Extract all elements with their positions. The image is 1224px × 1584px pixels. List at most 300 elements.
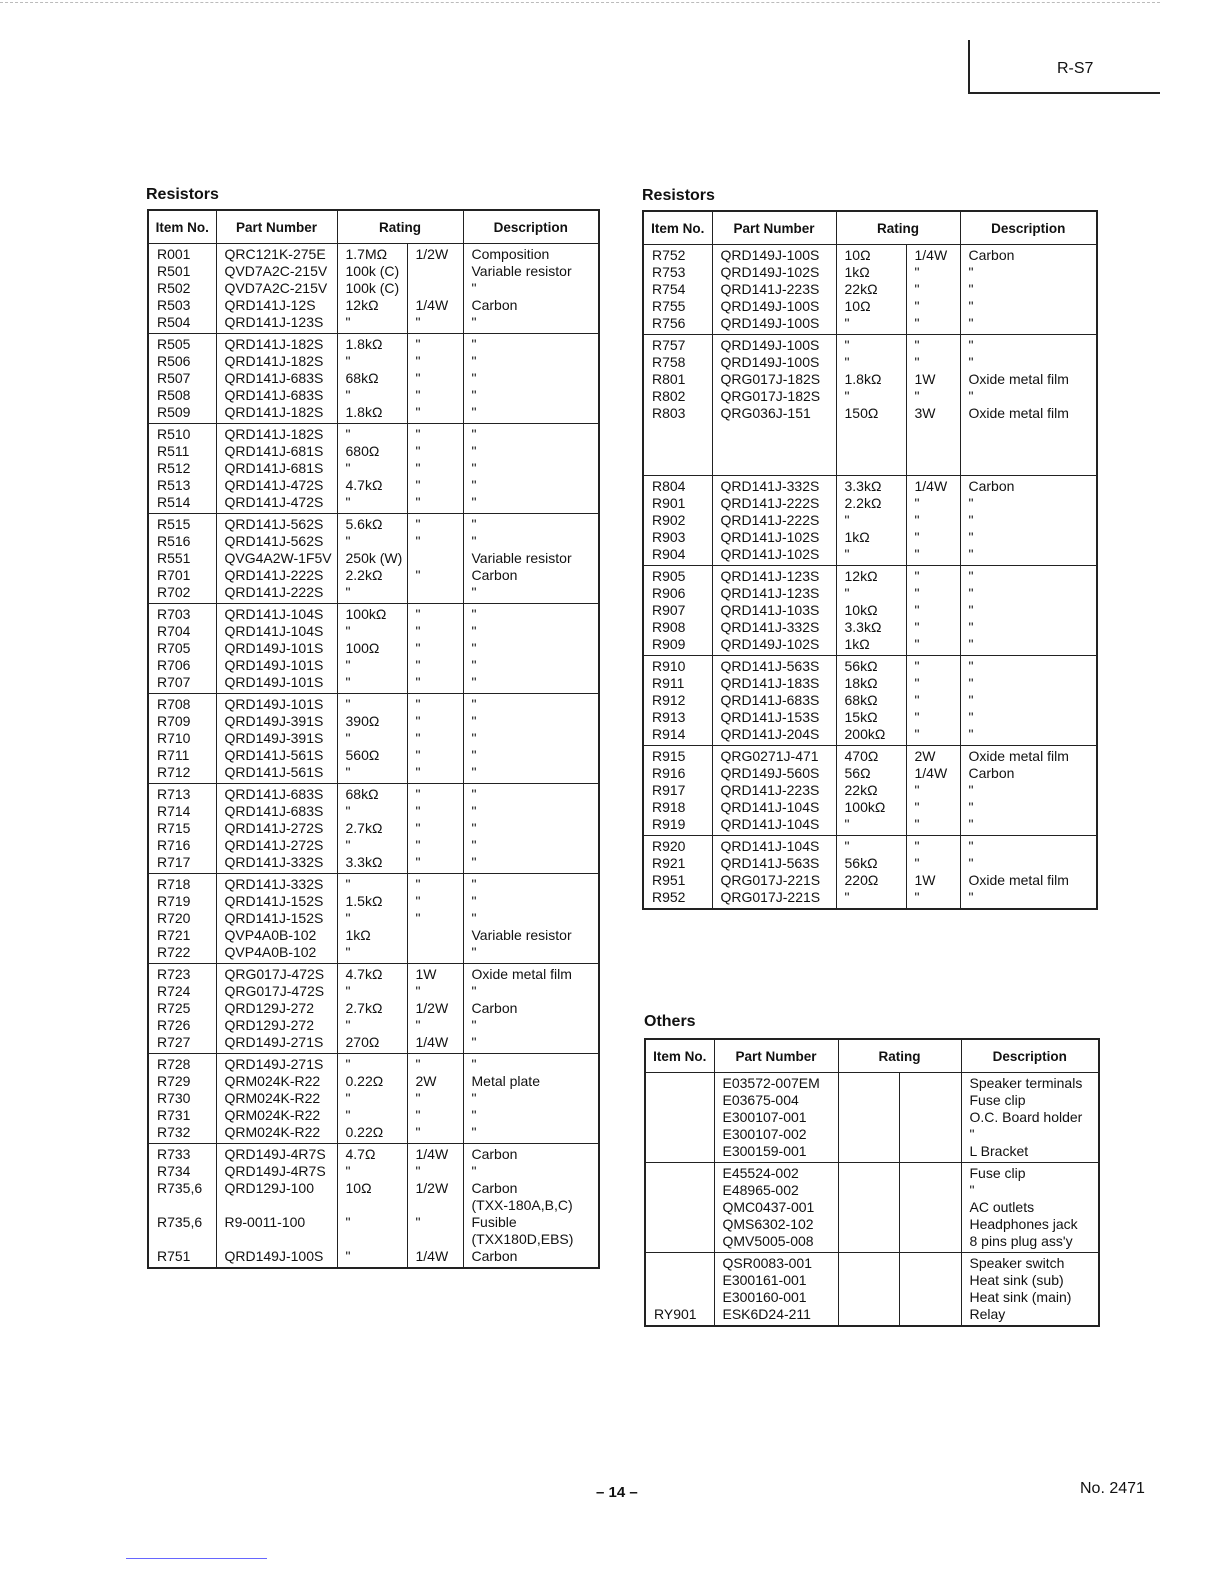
rating-value-cell bbox=[838, 1253, 899, 1327]
cell-spacer bbox=[346, 1231, 407, 1248]
cell-line: " bbox=[415, 893, 421, 909]
table-row-group bbox=[148, 1144, 599, 1269]
cell-line: QRD141J-123S bbox=[720, 568, 820, 584]
cell-line: QMC0437-001 bbox=[722, 1199, 815, 1215]
rating-watt-cell bbox=[407, 514, 463, 604]
cell-line: R001 bbox=[157, 246, 191, 262]
cell-line: R920 bbox=[652, 838, 686, 854]
cell-line bbox=[847, 1216, 899, 1233]
item-no-cell bbox=[148, 1144, 216, 1269]
part-number-cell bbox=[712, 566, 836, 656]
cell-line bbox=[721, 439, 836, 456]
cell-line bbox=[847, 1075, 899, 1092]
cell-line: " bbox=[968, 675, 974, 691]
cell-line: Relay bbox=[969, 1306, 1006, 1322]
rating-value-cell bbox=[337, 514, 407, 604]
cell-line bbox=[416, 927, 463, 944]
cell-line: QRD141J-683S bbox=[224, 370, 324, 386]
cell-line: R733 bbox=[157, 1146, 191, 1162]
cell-line bbox=[845, 439, 906, 456]
cell-line: 8 pins plug ass'y bbox=[969, 1233, 1073, 1249]
cell-line: " bbox=[968, 546, 974, 562]
rating-value-cell bbox=[337, 334, 407, 424]
cell-line: QRM024K-R22 bbox=[224, 1090, 321, 1106]
cell-line: R551 bbox=[157, 550, 191, 566]
cell-line: R757 bbox=[652, 337, 686, 353]
cell-line: " bbox=[471, 837, 477, 853]
cell-line: R732 bbox=[157, 1124, 191, 1140]
cell-line: " bbox=[471, 983, 477, 999]
rating-watt-cell bbox=[407, 1054, 463, 1144]
header-item-no: Item No. bbox=[148, 210, 216, 244]
description-cell bbox=[463, 334, 599, 424]
cell-line: " bbox=[914, 619, 920, 635]
cell-line: QRG017J-472S bbox=[224, 983, 325, 999]
cell-line: QVD7A2C-215V bbox=[224, 263, 328, 279]
cell-line: Oxide metal film bbox=[968, 872, 1069, 888]
cell-line: 10Ω bbox=[345, 1180, 372, 1196]
cell-line: 1W bbox=[914, 371, 936, 387]
cell-line: " bbox=[844, 838, 850, 854]
rating-watt-cell bbox=[899, 1253, 961, 1327]
cell-line: " bbox=[471, 820, 477, 836]
cell-line bbox=[416, 280, 463, 297]
header-rating: Rating bbox=[836, 211, 960, 245]
cell-line: QRD141J-103S bbox=[720, 602, 820, 618]
cell-line: " bbox=[345, 876, 351, 892]
cell-line: 22kΩ bbox=[844, 782, 878, 798]
cell-line bbox=[908, 1233, 961, 1250]
right-resistor-table bbox=[642, 210, 1098, 910]
cell-line: Variable resistor bbox=[471, 550, 572, 566]
cell-line: QRD149J-4R7S bbox=[224, 1163, 326, 1179]
cell-line: R715 bbox=[157, 820, 191, 836]
cell-line: R902 bbox=[652, 512, 686, 528]
cell-spacer bbox=[157, 1231, 216, 1248]
cell-line bbox=[847, 1272, 899, 1289]
cell-line: QRD141J-182S bbox=[224, 404, 324, 420]
table-header-row bbox=[643, 211, 1097, 245]
cell-line: " bbox=[914, 816, 920, 832]
cell-line: 18kΩ bbox=[844, 675, 878, 691]
rating-value-cell bbox=[836, 836, 906, 910]
cell-line: 390Ω bbox=[345, 713, 380, 729]
item-no-cell bbox=[148, 244, 216, 334]
part-number-cell bbox=[216, 964, 337, 1054]
cell-line: Fuse clip bbox=[969, 1165, 1026, 1181]
description-cell bbox=[961, 1253, 1099, 1327]
cell-line: " bbox=[415, 443, 421, 459]
cell-line: R705 bbox=[157, 640, 191, 656]
cell-line: R708 bbox=[157, 696, 191, 712]
table-row-group bbox=[643, 566, 1097, 656]
cell-line: QRD149J-271S bbox=[224, 1056, 324, 1072]
document-number: No. 2471 bbox=[1080, 1480, 1145, 1497]
cell-line: " bbox=[968, 619, 974, 635]
cell-line bbox=[652, 456, 712, 473]
cell-line: 470Ω bbox=[844, 748, 879, 764]
cell-line: O.C. Board holder bbox=[969, 1109, 1083, 1125]
cell-line: 3.3kΩ bbox=[844, 619, 882, 635]
cell-line: 1/4W bbox=[914, 478, 948, 494]
cell-line: QRD141J-222S bbox=[720, 512, 820, 528]
cell-line: QRD141J-152S bbox=[224, 893, 324, 909]
cell-line: Carbon bbox=[471, 1000, 518, 1016]
rating-watt-cell bbox=[906, 656, 960, 746]
cell-line: " bbox=[968, 658, 974, 674]
rating-watt-cell bbox=[407, 244, 463, 334]
cell-line: 0.22Ω bbox=[345, 1073, 384, 1089]
cell-line: QRD129J-100 bbox=[224, 1180, 314, 1196]
cell-line: " bbox=[968, 495, 974, 511]
part-number-cell bbox=[712, 335, 836, 476]
cell-line: Metal plate bbox=[471, 1073, 540, 1089]
cell-line bbox=[969, 439, 1097, 456]
cell-line: R754 bbox=[652, 281, 686, 297]
cell-line: Speaker terminals bbox=[969, 1075, 1083, 1091]
cell-line: QRC121K-275E bbox=[224, 246, 326, 262]
cell-line: " bbox=[968, 568, 974, 584]
cell-line: R717 bbox=[157, 854, 191, 870]
cell-line: " bbox=[844, 585, 850, 601]
cell-line: " bbox=[914, 264, 920, 280]
cell-line: QSR0083-001 bbox=[722, 1255, 813, 1271]
cell-line: " bbox=[969, 1182, 975, 1198]
header-part-number: Part Number bbox=[714, 1039, 838, 1073]
item-no-cell bbox=[148, 334, 216, 424]
cell-line: " bbox=[471, 786, 477, 802]
cell-line: 15kΩ bbox=[844, 709, 878, 725]
cell-line: " bbox=[968, 281, 974, 297]
table-row-group bbox=[148, 784, 599, 874]
cell-line: Composition bbox=[471, 246, 550, 262]
cell-line: " bbox=[471, 876, 477, 892]
top-rule bbox=[0, 2, 1160, 3]
cell-line: 1/4W bbox=[914, 247, 948, 263]
cell-line: " bbox=[471, 1107, 477, 1123]
cell-line: QRD141J-102S bbox=[720, 529, 820, 545]
cell-line: R911 bbox=[652, 675, 685, 691]
cell-line: 12kΩ bbox=[345, 297, 379, 313]
cell-line: R735,6 bbox=[157, 1214, 203, 1230]
others-table bbox=[644, 1038, 1100, 1327]
cell-line: 1/4W bbox=[415, 1034, 449, 1050]
cell-line: QRD149J-100S bbox=[720, 247, 820, 263]
cell-line: R804 bbox=[652, 478, 686, 494]
cell-line: QRD141J-683S bbox=[224, 786, 324, 802]
cell-line: QRD149J-100S bbox=[224, 1248, 324, 1264]
cell-line: R952 bbox=[652, 889, 686, 905]
cell-line: R505 bbox=[157, 336, 191, 352]
part-number-cell bbox=[712, 245, 836, 335]
cell-line: 2W bbox=[415, 1073, 437, 1089]
cell-line bbox=[845, 456, 906, 473]
cell-line bbox=[847, 1109, 899, 1126]
cell-line: R725 bbox=[157, 1000, 191, 1016]
cell-line bbox=[721, 456, 836, 473]
rating-watt-cell bbox=[906, 746, 960, 836]
cell-line: " bbox=[415, 730, 421, 746]
cell-line: " bbox=[345, 674, 351, 690]
cell-line: 1W bbox=[415, 966, 437, 982]
part-number-cell bbox=[216, 694, 337, 784]
rating-value-cell bbox=[337, 874, 407, 964]
cell-line: 100k (C) bbox=[345, 263, 400, 279]
table-row-group bbox=[148, 964, 599, 1054]
cell-line: R907 bbox=[652, 602, 686, 618]
cell-line bbox=[416, 584, 463, 601]
rating-watt-cell bbox=[407, 424, 463, 514]
cell-line: R752 bbox=[652, 247, 686, 263]
cell-line: R734 bbox=[157, 1163, 191, 1179]
cell-line: R951 bbox=[652, 872, 686, 888]
cell-line: Variable resistor bbox=[471, 263, 572, 279]
rating-watt-cell bbox=[906, 476, 960, 566]
cell-line bbox=[654, 1092, 714, 1109]
cell-line: Carbon bbox=[471, 1180, 518, 1196]
cell-line bbox=[847, 1182, 899, 1199]
cell-line: 200kΩ bbox=[844, 726, 886, 742]
table-row-group bbox=[148, 424, 599, 514]
cell-line: " bbox=[415, 803, 421, 819]
cell-line: R751 bbox=[157, 1248, 191, 1264]
cell-line: " bbox=[415, 674, 421, 690]
cell-line: " bbox=[345, 910, 351, 926]
description-cell bbox=[463, 604, 599, 694]
rating-value-cell bbox=[836, 746, 906, 836]
item-no-cell bbox=[645, 1073, 714, 1163]
cell-line: " bbox=[415, 820, 421, 836]
cell-line: QRG017J-182S bbox=[720, 371, 821, 387]
cell-line bbox=[654, 1233, 714, 1250]
cell-line: 1kΩ bbox=[844, 636, 870, 652]
header-description: Description bbox=[463, 210, 599, 244]
rating-value-cell bbox=[337, 1054, 407, 1144]
cell-line: R724 bbox=[157, 983, 191, 999]
cell-line: " bbox=[415, 1107, 421, 1123]
cell-line: 56Ω bbox=[844, 765, 871, 781]
cell-line: " bbox=[914, 726, 920, 742]
cell-line: QRD149J-391S bbox=[224, 730, 324, 746]
cell-line: R912 bbox=[652, 692, 686, 708]
cell-spacer bbox=[416, 1231, 463, 1248]
cell-line: E300159-001 bbox=[722, 1143, 807, 1159]
item-no-cell bbox=[148, 874, 216, 964]
cell-line: " bbox=[914, 529, 920, 545]
cell-line: QRD129J-272 bbox=[224, 1017, 314, 1033]
cell-line: " bbox=[844, 889, 850, 905]
left-section-title: Resistors bbox=[146, 186, 219, 203]
cell-line: R906 bbox=[652, 585, 686, 601]
cell-line: QRD149J-4R7S bbox=[224, 1146, 326, 1162]
cell-line: QRD149J-100S bbox=[720, 337, 820, 353]
item-no-cell bbox=[645, 1163, 714, 1253]
cell-line: " bbox=[471, 1163, 477, 1179]
cell-line bbox=[654, 1075, 714, 1092]
cell-line: 1.7MΩ bbox=[345, 246, 388, 262]
cell-line: Heat sink (main) bbox=[969, 1289, 1072, 1305]
cell-line: QRG036J-151 bbox=[720, 405, 811, 421]
cell-line: Carbon bbox=[968, 765, 1015, 781]
description-cell bbox=[960, 656, 1097, 746]
cell-line: 3.3kΩ bbox=[345, 854, 383, 870]
cell-line bbox=[416, 263, 463, 280]
cell-line: QRD141J-563S bbox=[720, 855, 820, 871]
cell-line bbox=[654, 1255, 714, 1272]
cell-line: " bbox=[471, 460, 477, 476]
item-no-cell bbox=[148, 604, 216, 694]
cell-line: QRD141J-182S bbox=[224, 336, 324, 352]
cell-line: 22kΩ bbox=[844, 281, 878, 297]
cell-line: " bbox=[415, 623, 421, 639]
item-no-cell bbox=[148, 424, 216, 514]
cell-line: QRD149J-101S bbox=[224, 696, 324, 712]
cell-line: R731 bbox=[157, 1107, 191, 1123]
cell-line: R713 bbox=[157, 786, 191, 802]
cell-line: " bbox=[345, 533, 351, 549]
cell-line: " bbox=[345, 803, 351, 819]
cell-line: " bbox=[968, 315, 974, 331]
cell-line: " bbox=[345, 1056, 351, 1072]
cell-line: R755 bbox=[652, 298, 686, 314]
cell-line bbox=[416, 944, 463, 961]
cell-line: QRD141J-332S bbox=[720, 619, 820, 635]
header-rating: Rating bbox=[337, 210, 463, 244]
cell-line: " bbox=[345, 1017, 351, 1033]
cell-line: " bbox=[415, 910, 421, 926]
cell-line: QRD141J-472S bbox=[224, 494, 324, 510]
cell-line: QRD129J-272 bbox=[224, 1000, 314, 1016]
cell-line: " bbox=[345, 584, 351, 600]
description-cell bbox=[961, 1073, 1099, 1163]
cell-line: " bbox=[471, 1090, 477, 1106]
cell-line: QRD149J-101S bbox=[224, 657, 324, 673]
cell-line: " bbox=[471, 854, 477, 870]
rating-watt-cell bbox=[407, 604, 463, 694]
cell-line: 68kΩ bbox=[345, 786, 379, 802]
right-section-title: Resistors bbox=[642, 187, 715, 204]
cell-line bbox=[654, 1289, 714, 1306]
cell-line: QRM024K-R22 bbox=[224, 1107, 321, 1123]
cell-line: " bbox=[345, 387, 351, 403]
cell-line: R915 bbox=[652, 748, 686, 764]
cell-line: E300107-002 bbox=[722, 1126, 807, 1142]
cell-line: R730 bbox=[157, 1090, 191, 1106]
table-row-group bbox=[643, 335, 1097, 476]
table-row-group bbox=[148, 694, 599, 784]
table-row-group bbox=[148, 334, 599, 424]
rating-value-cell bbox=[337, 424, 407, 514]
cell-line: R502 bbox=[157, 280, 191, 296]
cell-line: 1/4W bbox=[415, 1248, 449, 1264]
cell-line: " bbox=[415, 713, 421, 729]
cell-line: 1kΩ bbox=[844, 264, 870, 280]
cell-line: " bbox=[968, 388, 974, 404]
cell-line: QMV5005-008 bbox=[722, 1233, 814, 1249]
cell-line: 1/2W bbox=[415, 1000, 449, 1016]
rating-value-cell bbox=[838, 1073, 899, 1163]
cell-line: " bbox=[415, 696, 421, 712]
cell-line: E300160-001 bbox=[722, 1289, 807, 1305]
cell-line bbox=[654, 1126, 714, 1143]
part-number-cell bbox=[714, 1073, 838, 1163]
item-no-cell bbox=[643, 656, 712, 746]
cell-line: " bbox=[968, 354, 974, 370]
cell-line: " bbox=[914, 658, 920, 674]
cell-line: E45524-002 bbox=[722, 1165, 799, 1181]
cell-line: R917 bbox=[652, 782, 686, 798]
cell-line: Carbon bbox=[471, 567, 518, 583]
header-description: Description bbox=[961, 1039, 1099, 1073]
cell-line: R719 bbox=[157, 893, 191, 909]
cell-line: QRD141J-104S bbox=[720, 799, 820, 815]
cell-line: QRD141J-182S bbox=[224, 353, 324, 369]
cell-line: R714 bbox=[157, 803, 191, 819]
part-number-cell bbox=[216, 244, 337, 334]
cell-line: QRD149J-271S bbox=[224, 1034, 324, 1050]
rating-value-cell bbox=[836, 245, 906, 335]
cell-line: Carbon bbox=[471, 1146, 518, 1162]
description-cell bbox=[463, 874, 599, 964]
cell-line: " bbox=[345, 426, 351, 442]
cell-line: R701 bbox=[157, 567, 191, 583]
cell-line bbox=[969, 422, 1097, 439]
description-cell bbox=[960, 746, 1097, 836]
cell-line: " bbox=[345, 983, 351, 999]
cell-line: QRD141J-272S bbox=[224, 837, 324, 853]
cell-line: " bbox=[914, 298, 920, 314]
cell-line: QRD141J-561S bbox=[224, 747, 324, 763]
cell-line: 220Ω bbox=[844, 872, 879, 888]
cell-line: R716 bbox=[157, 837, 191, 853]
cell-line: R720 bbox=[157, 910, 191, 926]
cell-line: R702 bbox=[157, 584, 191, 600]
rating-watt-cell bbox=[407, 784, 463, 874]
cell-line: R506 bbox=[157, 353, 191, 369]
cell-line bbox=[969, 456, 1097, 473]
cell-line: R913 bbox=[652, 709, 686, 725]
rating-value-cell bbox=[836, 335, 906, 476]
cell-line: 1/4W bbox=[415, 297, 449, 313]
cell-line: " bbox=[415, 426, 421, 442]
cell-line: QMS6302-102 bbox=[722, 1216, 814, 1232]
cell-line: " bbox=[345, 730, 351, 746]
cell-line: " bbox=[471, 910, 477, 926]
cell-line: " bbox=[968, 838, 974, 854]
table-row-group bbox=[148, 514, 599, 604]
cell-line: QRD141J-222S bbox=[224, 567, 324, 583]
cell-line: R903 bbox=[652, 529, 686, 545]
cell-line: QRD141J-561S bbox=[224, 764, 324, 780]
cell-line bbox=[847, 1199, 899, 1216]
cell-line: " bbox=[471, 1034, 477, 1050]
cell-line: QRD141J-332S bbox=[224, 854, 324, 870]
cell-line: R504 bbox=[157, 314, 191, 330]
cell-line bbox=[847, 1306, 899, 1323]
cell-line: 270Ω bbox=[345, 1034, 380, 1050]
rating-watt-cell bbox=[407, 874, 463, 964]
cell-line: 560Ω bbox=[345, 747, 380, 763]
cell-line: " bbox=[471, 803, 477, 819]
cell-line: AC outlets bbox=[969, 1199, 1035, 1215]
cell-line: " bbox=[471, 730, 477, 746]
cell-line: " bbox=[968, 816, 974, 832]
cell-line: " bbox=[844, 315, 850, 331]
cell-line: Carbon bbox=[471, 1248, 518, 1264]
cell-line: QRG017J-472S bbox=[224, 966, 325, 982]
description-cell bbox=[960, 836, 1097, 910]
cell-line: R726 bbox=[157, 1017, 191, 1033]
